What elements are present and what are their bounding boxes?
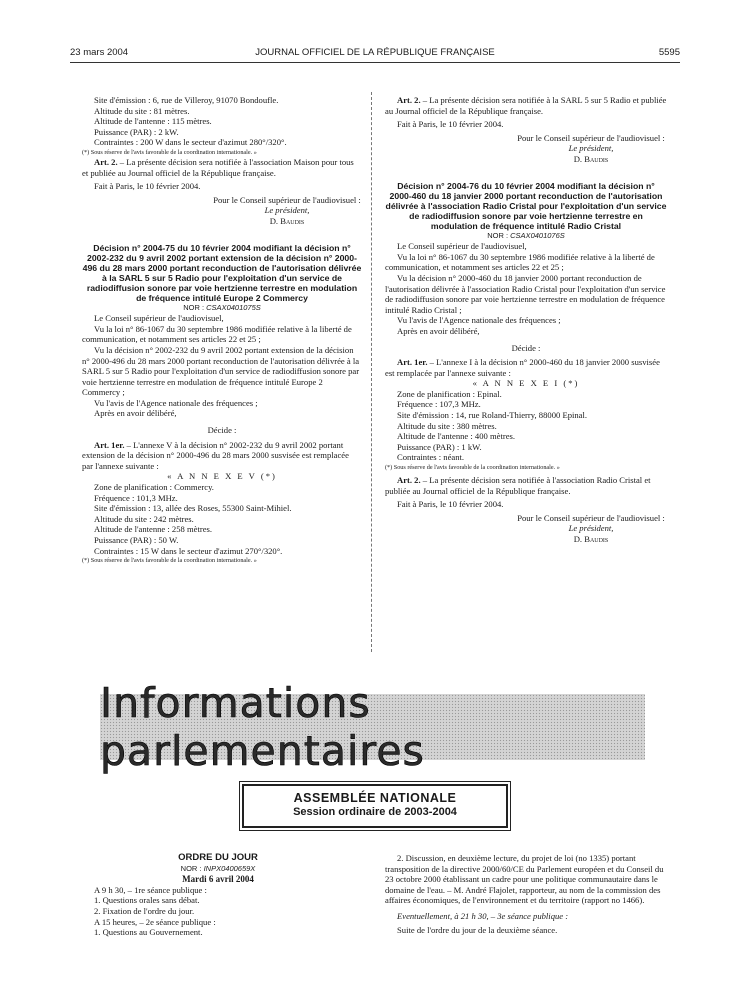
article-2 bbox=[82, 157, 362, 178]
article-2: Art. 2. – La présente décision sera notifiée à la SARL 5 sur 5 Radio et publiée au Journal officiel de la République française. bbox=[385, 95, 667, 116]
reserve-note: (*) Sous réserve de l'avis favorable de la coordination internationale. » bbox=[82, 557, 257, 565]
line: Puissance (PAR) : 1 kW. bbox=[397, 441, 482, 452]
agenda-item: 2. Discussion, en deuxième lecture, du projet de loi (no 1335) portant transposition de la directive 2000/60/CE du Parlement européen et du Conseil du 23 octobre 2000 établissant un cadre pour une politique communautaire dans le domaine de l'eau. – M. André Flajolet, rapporteur, au nom de la commission des affaires économiques, de l'environnement et du territoire (rapport no 1466). bbox=[385, 853, 664, 906]
line: Altitude du site : 242 mètres. bbox=[94, 513, 194, 524]
section-banner bbox=[100, 679, 645, 775]
line: Fréquence : 101,3 MHz. bbox=[94, 492, 178, 503]
article-1: Art. 1er. – L'annexe V à la décision n° 2002-232 du 9 avril 2002 portant extension de la décision n° 2000-496 du 28 mars 2000 susvisée est remplacée par l'annexe suivante : bbox=[82, 439, 349, 471]
line: Contraintes : 15 W dans le secteur d'azimut 270°/320°. bbox=[94, 545, 283, 556]
paragraph: Le Conseil supérieur de l'audiovisuel, bbox=[397, 241, 527, 252]
line: Site d'émission : 13, allée des Roses, 55300 Saint-Mihiel. bbox=[94, 503, 292, 514]
signature-intro: Pour le Conseil supérieur de l'audiovisuel : bbox=[213, 194, 361, 205]
agenda-item: A 15 heures, – 2e séance publique : bbox=[94, 916, 216, 927]
agenda-item: 2. Fixation de l'ordre du jour. bbox=[94, 905, 195, 916]
decide: Décide : bbox=[207, 425, 237, 436]
decide: Décide : bbox=[511, 342, 541, 353]
left-top-lines bbox=[82, 95, 362, 148]
column-separator bbox=[371, 92, 372, 652]
line: Altitude de l'antenne : 258 mètres. bbox=[94, 524, 213, 535]
assemblee-box bbox=[242, 784, 508, 828]
line: Altitude de l'antenne : 115 mètres. bbox=[94, 116, 212, 127]
article-2: Art. 2. – La présente décision sera notifiée à l'association Radio Cristal et publiée au Journal officiel de la République française. bbox=[385, 475, 651, 496]
fait-a-paris: Fait à Paris, le 10 février 2004. bbox=[397, 119, 504, 130]
ordre-right-column bbox=[385, 853, 667, 935]
paragraph: Vu la décision n° 2000-460 du 18 janvier 2000 portant reconduction de l'autorisation délivrée à l'association Radio Cristal pour l'exploitation d'un service de radiodiffusion sonore par voie hertzienne terrestre en modulation de fréquence intitulé Radio Cristal ; bbox=[385, 272, 666, 315]
paragraph: Vu l'avis de l'Agence nationale des fréquences ; bbox=[397, 315, 561, 326]
line: Fréquence : 107,3 MHz. bbox=[397, 399, 481, 410]
banner-title: Informations parlementaires bbox=[100, 679, 425, 775]
line: Altitude du site : 380 mètres. bbox=[397, 420, 497, 431]
session-title: Session ordinaire de 2003-2004 bbox=[293, 806, 457, 818]
annexe-heading: « A N N E X E I (*) bbox=[472, 378, 580, 389]
line: Contraintes : néant. bbox=[397, 452, 465, 463]
line: Altitude de l'antenne : 400 mètres. bbox=[397, 431, 516, 442]
header-page-number: 5595 bbox=[658, 47, 680, 58]
paragraph: Après en avoir délibéré, bbox=[397, 325, 480, 336]
line: Altitude du site : 81 mètres. bbox=[94, 105, 190, 116]
nor-ref: NOR : INPX0400659X bbox=[180, 863, 256, 873]
header-date: 23 mars 2004 bbox=[70, 47, 129, 58]
reserve-note: (*) Sous réserve de l'avis favorable de la coordination internationale. » bbox=[82, 148, 257, 156]
signature-intro: Pour le Conseil supérieur de l'audiovisuel : bbox=[517, 132, 665, 143]
line: Contraintes : 200 W dans le secteur d'azimut 280°/320°. bbox=[94, 137, 287, 148]
line: Site d'émission : 14, rue Roland-Thierry, 88000 Epinal. bbox=[397, 410, 588, 421]
agenda-item: Eventuellement, à 21 h 30, – 3e séance publique : bbox=[397, 910, 569, 921]
line: Puissance (PAR) : 50 W. bbox=[94, 535, 179, 545]
ordre-title: ORDRE DU JOUR bbox=[178, 852, 258, 863]
reserve-note: (*) Sous réserve de l'avis favorable de la coordination internationale. » bbox=[385, 464, 560, 472]
line: Puissance (PAR) : 2 kW. bbox=[94, 126, 179, 137]
line: Site d'émission : 6, rue de Villeroy, 91070 Bondoufle. bbox=[94, 95, 279, 105]
agenda-item: 1. Questions orales sans débat. bbox=[94, 895, 200, 906]
paragraph: Le Conseil supérieur de l'audiovisuel, bbox=[94, 313, 224, 324]
line: Zone de planification : Commercy. bbox=[94, 482, 214, 493]
header-journal-title: JOURNAL OFFICIEL DE LA RÉPUBLIQUE FRANÇAISE bbox=[255, 47, 495, 58]
annexe-lines bbox=[82, 482, 362, 556]
paragraph: Vu la loi n° 86-1067 du 30 septembre 1986 modifiée relative à la liberté de communication, et notamment ses articles 22 et 25 ; bbox=[385, 251, 655, 273]
decision-title: Décision n° 2004-76 du 10 février 2004 modifiant la décision n° 2000-460 du 18 janvier 2000 portant reconduction de l'autorisation délivrée à l'association Radio Cristal pour l'exploitation d'un service de radiodiffusion sonore par voie hertzienne terrestre en modulation de fréquence intitulé Radio Cristal bbox=[385, 180, 667, 231]
agenda-item: Suite de l'ordre du jour de la deuxième séance. bbox=[397, 924, 558, 935]
decision-title: Décision n° 2004-75 du 10 février 2004 modifiant la décision n° 2002-232 du 9 avril 2002 portant extension de la décision n° 2000-496 du 28 mars 2000 portant reconduction de l'autorisation délivrée à la SARL 5 sur 5 Radio pour l'exploitation d'un service de radiodiffusion sonore par voie hertzienne terrestre en modulation de fréquence intitulé Europe 2 Commercy bbox=[82, 242, 362, 303]
signature-title: Le président, bbox=[568, 143, 614, 154]
paragraph: Après en avoir délibéré, bbox=[94, 408, 177, 419]
left-column bbox=[82, 95, 362, 565]
paragraph: Vu la décision n° 2002-232 du 9 avril 2002 portant extension de la décision n° 2000-496 du 28 mars 2000 portant reconduction de l'autorisation délivrée à la SARL 5 sur 5 Radio pour l'exploitation d'un service de radiodiffusion sonore par voie hertzienne terrestre en modulation de fréquence intitulé Europe 2 Commercy ; bbox=[82, 344, 360, 398]
signature-title: Le président, bbox=[568, 523, 614, 534]
paragraph: Vu l'avis de l'Agence nationale des fréquences ; bbox=[94, 397, 258, 408]
article-text: – La présente décision sera notifiée à l'association Maison pour tous et publiée au Journal officiel de la République française. bbox=[82, 156, 354, 178]
agenda-item: 1. Questions au Gouvernement. bbox=[94, 927, 203, 938]
signature-name: D. Baudis bbox=[573, 153, 609, 164]
running-header bbox=[70, 47, 680, 61]
paragraph: Vu la loi n° 86-1067 du 30 septembre 1986 modifiée relative à la liberté de communication, et notamment ses articles 22 et 25 ; bbox=[82, 323, 352, 345]
signature-name: D. Baudis bbox=[269, 215, 305, 226]
fait-a-paris: Fait à Paris, le 10 février 2004. bbox=[397, 499, 504, 510]
annexe-heading: « A N N E X E V (*) bbox=[167, 471, 277, 482]
header-rule bbox=[70, 62, 680, 63]
article-label: Art. 2. bbox=[94, 156, 118, 167]
agenda-item: A 9 h 30, – 1re séance publique : bbox=[94, 884, 207, 895]
nor-ref: NOR : CSAX0401076S bbox=[487, 230, 565, 240]
signature-name: D. Baudis bbox=[573, 534, 609, 544]
ordre-left-column bbox=[82, 853, 354, 938]
line: Zone de planification : Epinal. bbox=[397, 388, 502, 399]
signature-intro: Pour le Conseil supérieur de l'audiovisuel : bbox=[517, 512, 665, 523]
signature-title: Le président, bbox=[264, 205, 310, 216]
fait-a-paris: Fait à Paris, le 10 février 2004. bbox=[94, 181, 201, 192]
article-1: Art. 1er. – L'annexe I à la décision n° 2000-460 du 18 janvier 2000 susvisée est remplacée par l'annexe suivante : bbox=[385, 357, 660, 378]
annexe-lines bbox=[385, 389, 667, 463]
session-date: Mardi 6 avril 2004 bbox=[182, 874, 254, 885]
right-column bbox=[385, 95, 667, 545]
assemblee-title: ASSEMBLÉE NATIONALE bbox=[293, 791, 457, 805]
nor-ref: NOR : CSAX0401075S bbox=[183, 302, 261, 312]
